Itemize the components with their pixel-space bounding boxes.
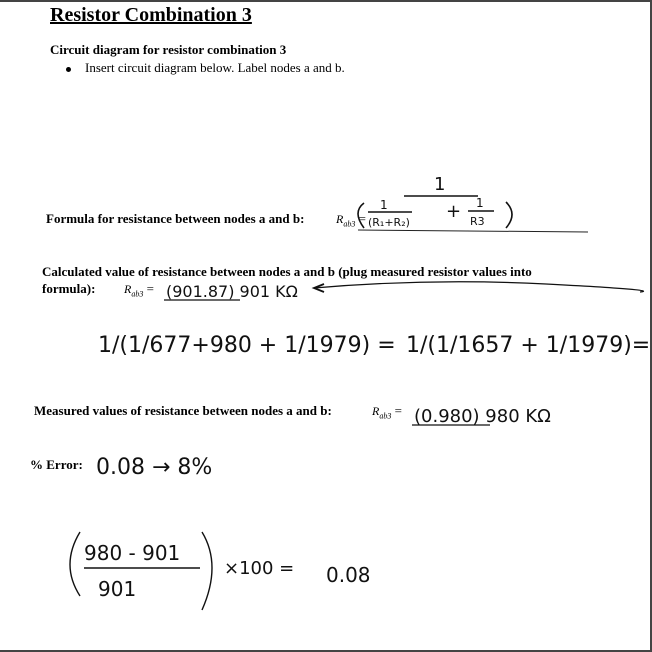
- calc-right-paren: [202, 532, 212, 610]
- r-symbol: R: [124, 282, 132, 296]
- hand-inner-one-b: 1: [476, 196, 484, 210]
- hand-calc-times: ×100 =: [224, 558, 295, 579]
- error-label: % Error:: [30, 457, 83, 472]
- r-symbol: R: [336, 212, 344, 226]
- hand-calc-result: 0.08: [326, 563, 371, 587]
- hand-calculated-value: (901.87) 901 KΩ: [166, 282, 298, 301]
- hand-calc-numerator: 980 - 901: [84, 541, 181, 565]
- hand-plus: +: [446, 201, 462, 222]
- formula-handwriting: [358, 174, 588, 232]
- calculated-arrow-line: [314, 282, 644, 292]
- circuit-instruction-text: Insert circuit diagram below. Label nodes a and b.: [85, 60, 345, 75]
- calculated-label-line2: formula):: [42, 281, 96, 296]
- hand-inner-den-a: (R₁+R₂): [368, 216, 410, 229]
- hand-inner-den-b: R3: [470, 215, 485, 228]
- hand-left-paren: [358, 203, 364, 228]
- equals-sign: =: [394, 403, 402, 418]
- calculated-handwriting: [98, 282, 650, 358]
- hand-calc-denominator: 901: [98, 577, 137, 601]
- measured-handwriting: [412, 406, 551, 427]
- r-subscript: ab3: [379, 411, 392, 421]
- r-symbol: R: [372, 404, 380, 418]
- equals-sign: =: [358, 211, 366, 226]
- page-title: Resistor Combination 3: [50, 4, 252, 26]
- measured-label: Measured values of resistance between nodes a and b:: [34, 403, 332, 418]
- hand-measured-value: (0.980) 980 KΩ: [414, 406, 551, 427]
- hand-top-one: 1: [434, 174, 446, 195]
- hand-right-paren: [506, 202, 512, 228]
- r-subscript: ab3: [131, 289, 144, 299]
- hand-inner-one-a: 1: [380, 198, 388, 212]
- hand-work-right: 1/(1/1657 + 1/1979)=: [406, 333, 651, 358]
- calc-left-paren: [70, 532, 80, 596]
- formula-answer-line: [358, 230, 588, 232]
- r-subscript: ab3: [343, 219, 356, 229]
- equals-sign: =: [146, 281, 154, 296]
- hand-work-left: 1/(1/677+980 + 1/1979) =: [98, 333, 396, 358]
- circuit-heading: Circuit diagram for resistor combination 3: [50, 42, 287, 57]
- hand-error-value: 0.08 → 8%: [96, 455, 213, 480]
- formula-label: Formula for resistance between nodes a and b:: [46, 211, 305, 226]
- error-handwriting: [70, 455, 371, 610]
- calculated-label-line1: Calculated value of resistance between nodes a and b (plug measured resistor values into: [42, 264, 532, 279]
